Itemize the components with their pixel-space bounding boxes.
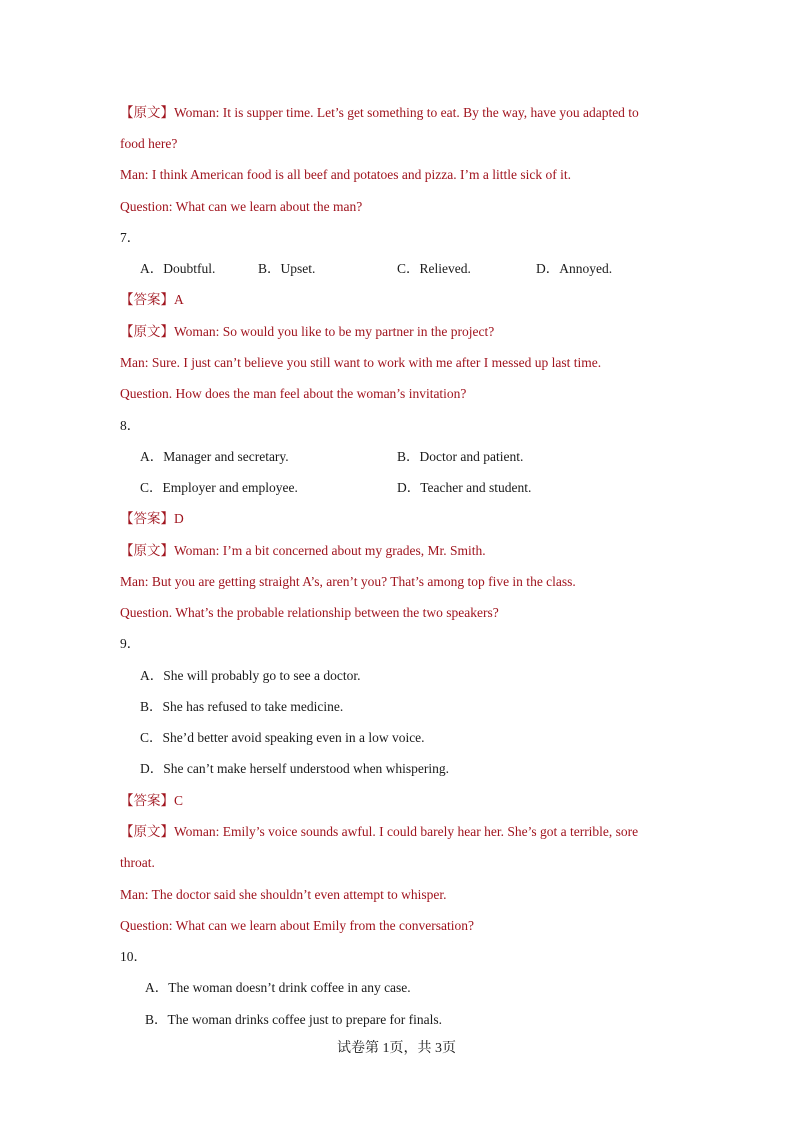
q7-option-a: A．Doubtful.: [140, 261, 216, 276]
q8-option-b: B．Doctor and patient.: [397, 449, 524, 464]
q8-source: 【原文】Woman: I’m a bit concerned about my grades, Mr. Smith.: [120, 543, 486, 558]
q7-source: 【原文】Woman: So would you like to be my partner in the project?: [120, 324, 495, 339]
q7-number: 7．: [120, 230, 141, 245]
q7-answer: 【答案】A: [120, 292, 184, 307]
q9-answer: 【答案】C: [120, 793, 184, 808]
q6-man-line: Man: I think American food is all beef and potatoes and pizza. I’m a little sick of it.: [120, 167, 571, 182]
q9-option-a: A．She will probably go to see a doctor.: [140, 668, 361, 683]
q8-option-d: D．Teacher and student.: [397, 480, 532, 495]
q9-option-b: B．She has refused to take medicine.: [140, 699, 344, 714]
q7-man-line: Man: Sure. I just can’t believe you still want to work with me after I messed up last time.: [120, 355, 602, 370]
q9-number: 9．: [120, 636, 141, 651]
q8-man-line: Man: But you are getting straight A’s, aren’t you? That’s among top five in the class.: [120, 574, 576, 589]
q8-option-a: A．Manager and secretary.: [140, 449, 289, 464]
q10-number: 10．: [120, 949, 147, 964]
q10-option-a: A．The woman doesn’t drink coffee in any case.: [145, 980, 411, 995]
q9-source-line1: 【原文】Woman: Emily’s voice sounds awful. I could barely hear her. She’s got a terrible, sore: [120, 824, 639, 839]
q6-source-line1: 【原文】Woman: It is supper time. Let’s get something to eat. By the way, have you adapted to: [120, 105, 639, 120]
q8-option-c: C．Employer and employee.: [140, 480, 298, 495]
page-footer: 试卷第 1页，共 3页: [337, 1041, 456, 1056]
q9-option-c: C．She’d better avoid speaking even in a low voice.: [140, 730, 425, 745]
q9-man-line: Man: The doctor said she shouldn’t even attempt to whisper.: [120, 887, 447, 902]
q7-option-d: D．Annoyed.: [536, 261, 613, 276]
q7-question: Question. How does the man feel about the woman’s invitation?: [120, 386, 467, 401]
q10-option-b: B．The woman drinks coffee just to prepare for finals.: [145, 1012, 443, 1027]
q8-answer: 【答案】D: [120, 511, 184, 526]
q7-option-b: B．Upset.: [258, 261, 316, 276]
q9-source-line2: throat.: [120, 855, 155, 870]
q6-source-line2: food here?: [120, 136, 178, 151]
q7-option-c: C．Relieved.: [397, 261, 471, 276]
q9-option-d: D．She can’t make herself understood when whispering.: [140, 761, 450, 776]
q8-number: 8．: [120, 418, 141, 433]
q8-question: Question. What’s the probable relationship between the two speakers?: [120, 605, 499, 620]
q9-question: Question: What can we learn about Emily from the conversation?: [120, 918, 475, 933]
q6-question: Question: What can we learn about the man?: [120, 199, 363, 214]
